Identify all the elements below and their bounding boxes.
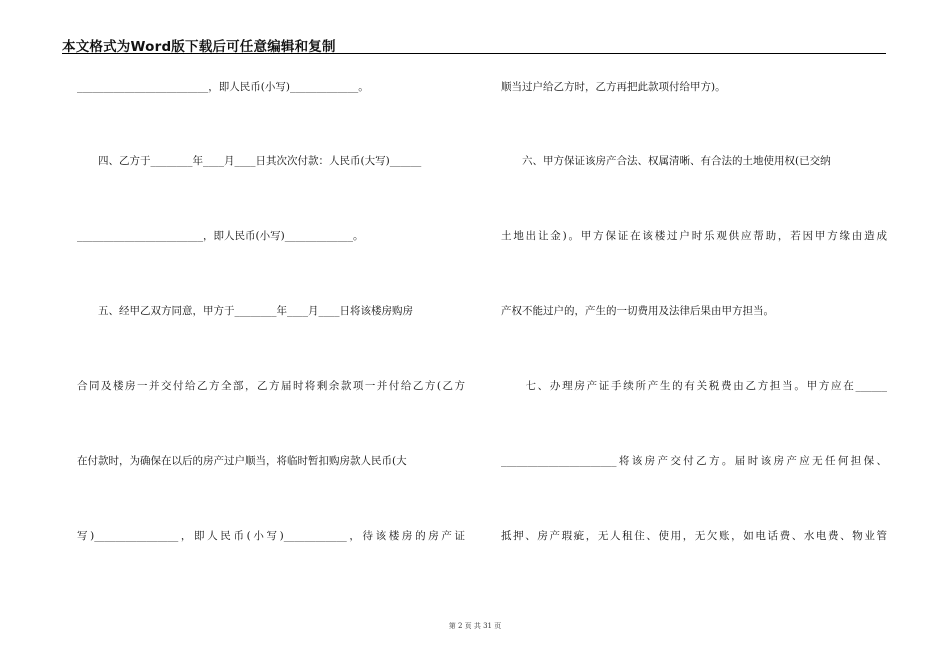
right-line-6: ______________________将该房产交付乙方。届时该房产应无任何担保、 bbox=[501, 455, 887, 467]
left-line-6: 在付款时，为确保在以后的房产过户顺当，将临时暂扣购房款人民币(大 bbox=[77, 455, 407, 467]
left-line-7: 写)________________，即人民币(小写)____________，待该楼房的房产证 bbox=[77, 530, 465, 542]
right-line-4: 产权不能过户的，产生的一切费用及法律后果由甲方担当。 bbox=[501, 305, 774, 317]
right-line-5: 七、办理房产证手续所产生的有关税费由乙方担当。甲方应在______ bbox=[501, 380, 887, 392]
left-line-2: 四、乙方于________年____月____日其次次付款：人民币(大写)______ bbox=[77, 155, 422, 167]
left-line-4: 五、经甲乙双方同意，甲方于________年____月____日将该楼房购房 bbox=[77, 305, 413, 317]
right-line-3: 土地出让金)。甲方保证在该楼过户时乐观供应帮助，若因甲方缘由造成 bbox=[501, 230, 887, 242]
header-title: 本文格式为Word版下载后可任意编辑和复制 bbox=[62, 39, 336, 55]
page-number: 第 2 页 共 31 页 bbox=[448, 622, 502, 630]
left-line-1: _________________________，即人民币(小写)_____________。 bbox=[77, 81, 369, 93]
left-line-5: 合同及楼房一并交付给乙方全部，乙方届时将剩余款项一并付给乙方(乙方 bbox=[77, 380, 465, 392]
left-column bbox=[77, 0, 465, 672]
right-line-2: 六、甲方保证该房产合法、权属清晰、有合法的土地使用权(已交纳 bbox=[501, 155, 831, 167]
left-line-3: ________________________，即人民币(小写)_____________。 bbox=[77, 230, 364, 242]
right-column bbox=[501, 0, 887, 672]
right-line-7: 抵押、房产瑕疵，无人租住、使用，无欠账，如电话费、水电费、物业管 bbox=[501, 530, 887, 542]
right-line-1: 顺当过户给乙方时，乙方再把此款项付给甲方)。 bbox=[501, 81, 726, 93]
